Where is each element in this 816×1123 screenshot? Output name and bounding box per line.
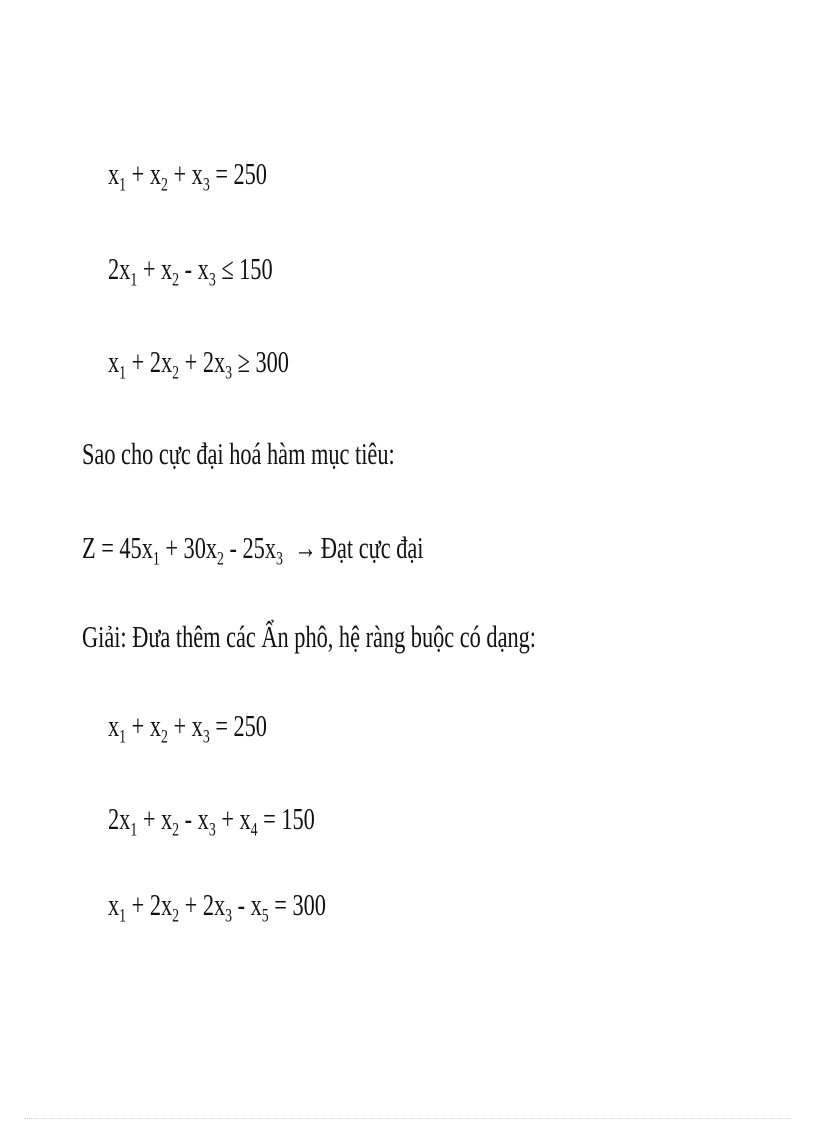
subscript: 5 [261,905,269,927]
equation-1-part: = 250 [209,708,267,743]
constraint-3-part: x [108,344,120,379]
constraint-2-part: - x [179,251,209,286]
subscript: 2 [172,819,180,841]
equation-2-part: - x [179,801,209,836]
objective-intro-text: Sao cho cực đại hoá hàm mục tiêu: [82,436,395,471]
subscript: 2 [217,548,224,570]
subscript: 3 [208,819,216,841]
subscript: 2 [172,905,180,927]
constraint-2-part: + x [137,251,173,286]
equation-2-part: + x [137,801,173,836]
subscript: 3 [225,905,233,927]
equation-3-part: + 2x [126,887,173,922]
constraint-3-part: + 2x [126,344,173,379]
equation-1 [108,706,267,746]
subscript: 1 [130,819,138,841]
subscript: 1 [119,174,127,196]
equation-1-part: + x [126,708,161,743]
constraint-3-part: ≥ 300 [232,344,289,379]
equation-3-part: - x [232,887,262,922]
constraint-2-part: 2x [108,251,131,286]
right-arrow-icon: → [294,530,317,565]
constraint-1-part: x [108,156,120,191]
equation-3-part: x [108,887,120,922]
equation-2-part: = 150 [257,801,315,836]
subscript: 1 [119,362,127,384]
constraint-1-part: = 250 [209,156,267,191]
constraint-2 [108,249,273,289]
constraint-3-part: + 2x [179,344,226,379]
subscript: 1 [130,269,138,291]
objective-part: - 25x [223,530,277,565]
subscript: 1 [119,905,127,927]
constraint-3 [108,342,289,382]
equation-2 [108,799,315,839]
constraint-2-part: ≤ 150 [215,251,273,286]
subscript: 2 [160,726,168,748]
subscript: 2 [160,174,168,196]
objective-goal: Đạt cực đại [320,530,424,565]
subscript: 1 [119,726,127,748]
subscript: 2 [172,269,180,291]
equation-2-part: 2x [108,801,131,836]
page-footer-divider [24,1118,792,1119]
equation-3-part: = 300 [268,887,326,922]
subscript: 3 [202,726,210,748]
constraint-1-part: + x [167,156,203,191]
equation-1-part: x [108,708,120,743]
subscript: 3 [202,174,210,196]
subscript: 3 [225,362,233,384]
objective-function [82,528,423,568]
equation-3-part: + 2x [179,887,226,922]
subscript: 3 [208,269,216,291]
equation-1-part: + x [167,708,203,743]
constraint-1-part: + x [126,156,161,191]
objective-part: + 30x [159,530,218,565]
subscript: 1 [152,548,160,570]
objective-part: Z = 45x [82,530,153,565]
subscript: 4 [250,819,258,841]
equation-3 [108,885,326,925]
solution-intro-text: Giải: Đưa thêm các Ẩn phô, hệ ràng buộc có dạng: [82,619,537,654]
constraint-1 [108,154,267,194]
subscript: 2 [172,362,180,384]
subscript: 3 [276,548,283,570]
equation-2-part: + x [215,801,251,836]
